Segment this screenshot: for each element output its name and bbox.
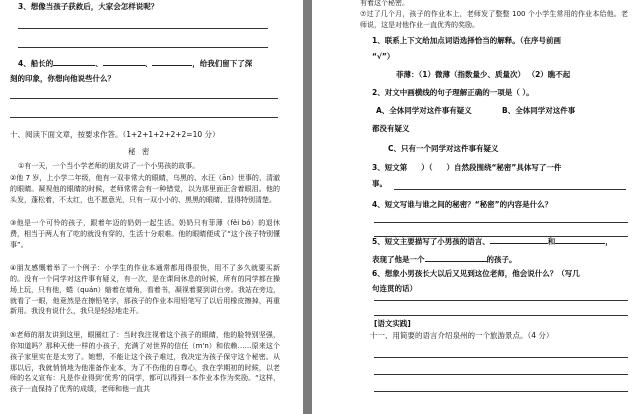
answer-line [374,222,628,223]
blank [152,65,192,66]
question-2: 2、对文中画横线的句子理解正确的一项是（ ）。 [372,88,534,97]
right-document-page [312,0,640,414]
article-title: 秘 密 [128,147,152,156]
answer-line [18,28,268,29]
answer-line [394,189,626,190]
question-4-part-c: 、 [144,59,153,68]
answer-line [374,391,628,392]
blank [425,261,487,262]
question-1-options: 菲薄：（1）微薄（指数量少、质量次） （2）瞧不起 [396,70,571,79]
question-6-line-2: 句连贯的话） [372,284,417,293]
paragraph-5: ⑤老师的朋友讲到这里，眼圈红了：当时我注视着这个孩子的眼睛，他的脸特别坚强，你知道吗？那种天使一样的小孩子，充满了对世界的信任（m'n）和依赖……原来这个孩子家里实在是太穷了。她想，不能让这个孩子难过，我决定为孩子保守这个秘密。从那以后，我就悄悄地为他准备作业本，为了不伤他的自尊心，我在学期初的时候，以老师的名义宣布：凡是作业得到‘优秀’的同学，都可以得到一本作业本作为奖励。“这样，孩子一直保持了优秀的成绩，老师和他一直共 [10,331,280,394]
paragraph-1: ①有一天，一个当小学老师的朋友讲了一个小男孩的故事。 [18,162,200,170]
section-10-heading: 十、阅读下面文章，按要求作答。（1+2+1+2+2+2=10 分） [10,130,220,139]
left-document-page [0,0,303,414]
continued-text: 有着这个秘密。 [360,0,409,7]
answer-line [18,47,268,48]
answer-line [10,117,278,118]
question-1-line-2: “√”） [372,52,395,61]
paragraph-2: ②他 7 岁，上小学二年级，他有一双非常大的眼睛，乌黑的、水汪（ān）世事的、清澈的眼睛。凝视他的眼睛的时候，老师常常会有一种错觉，以为那里面正含着眼泪。他的头发，蓬松着，不太红，也不愿意光，只有一双小小的、黑黑的眼睛，显得特别清楚。 [10,174,280,204]
question-4-part-a: 4、船长的 [18,59,54,68]
question-4 [18,58,252,70]
answer-line [374,374,628,375]
paragraph-4: ④朋友感慨着举了一个例子：小学生的作业本通常都用得很快，用不了多久就要买新的。没有一个同学对这件事有疑义，有一次，是在课间休息的时候，所有的同学都在操场上玩，只有他，蜷（quán）缩着在墙角，看着书，凝视着要到讲台旁。我站在旁边，就看了一眼，他竟然是在擦铅笔字，那孩子的作业本用铅笔写了以后用橡皮擦掉，再重新用。我没有说什么，我只是轻轻地走开。 [10,264,280,316]
question-5-part-e: 的孩子。 [486,255,517,264]
question-5-part-a: 5、短文主要描写了小男孩的语言、 [372,237,490,246]
page-separator [303,0,312,414]
question-4: 4、短文写谁与谁之间的秘密？“秘密”的内容是什么？ [372,200,553,209]
question-1: 1、联系上下文给加点词语选择恰当的解释。（在序号前画 [372,36,561,45]
blank [103,65,145,66]
question-6: 6、想象小男孩长大以后又见到这位老师，他会说什么？（写几 [372,269,580,278]
answer-line [10,98,278,99]
paragraph-7: ⑦过了几个月，孩子的作业本上，老师发了整整 100 个小学生常用的作业本给他。老师说，这是对他作业一直优秀的奖励。 [360,10,628,29]
blank [490,243,548,244]
blank [555,243,605,244]
question-3-part-c: ）自然段围绕“秘密”具体写了一件 [446,163,562,172]
option-b-line-2: 都没有疑义 [372,124,410,133]
question-4-line-2: 刻的印象，你想向他说些什么？ [10,74,115,83]
question-4-part-b: 、 [95,59,103,68]
question-5-part-d: 表现了他是一个 [372,255,425,264]
answer-line [374,357,628,358]
question-3-line-2: 事。 [372,179,387,188]
question-4-part-d: ，给我们留下了深 [192,59,253,68]
option-b: B、全体同学对这件事 [502,106,576,115]
answer-line [374,315,628,316]
question-5-part-c: ， [605,237,613,246]
question-3: 3、想像当孩子获救后，大家会怎样说呢？ [18,2,159,11]
question-5-part-b: 和 [547,237,556,246]
question-3-part-a: 3、短文第 [372,163,408,172]
paragraph-3: ③他是一个可怜的孩子，跟着年迈的奶奶一起生活。奶奶只有菲薄（fěi bó）的退休费，相当于两人有了吃的就没有穿的，生活十分艰难。他的眼睛便成了“这个孩子特别懂事”。 [10,219,280,249]
option-a: A、全体同学对这件事有疑义 [376,106,472,115]
practice-heading: [语文实践] [374,319,411,328]
question-5-line-2 [372,254,517,266]
option-c: C、只有一个同学对这件事有疑义 [388,144,499,153]
answer-line [374,300,628,301]
question-3-part-b: ）（ [421,163,433,172]
question-3 [372,162,561,174]
question-5 [372,236,613,248]
question-11: 十一、用简要的语言介绍泉州的一个旅游景点。（4 分） [370,331,554,340]
blank [53,65,95,66]
